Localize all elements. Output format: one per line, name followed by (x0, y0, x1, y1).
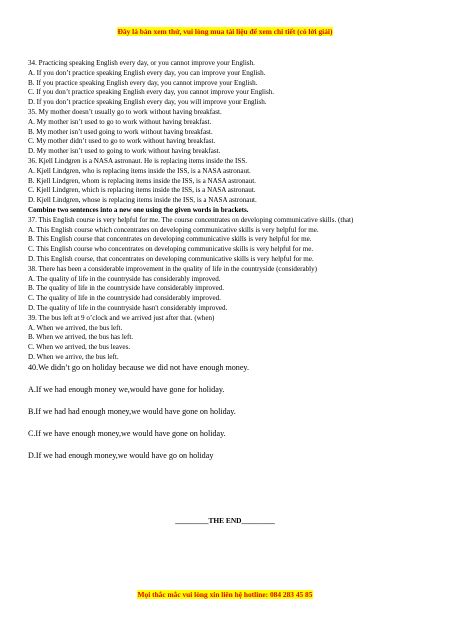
option-a: A. The quality of life in the countryside has considerably improved. (28, 274, 221, 283)
option-b: B. When we arrived, the bus has left. (28, 333, 134, 342)
question-stem: 35. My mother doesn’t usually go to work without having breakfast. (28, 107, 222, 116)
question-stem: 36. Kjell Lindgren is a NASA astronaut. He is replacing items inside the ISS. (28, 156, 248, 165)
option-a: A. This English course which concentrates on developing communicative skills is very helpful for me. (28, 225, 319, 234)
section-heading: Combine two sentences into a new one using the given words in brackets. (28, 205, 249, 214)
option-c: C. If you don’t practice speaking English every day, you cannot improve your English. (28, 88, 275, 97)
option-d: D. The quality of life in the countryside hasn't considerably improved. (28, 303, 228, 312)
option-d: D.If we had enough money,we would have go on holiday (28, 450, 214, 460)
option-c: C.If we have enough money,we would have gone on holiday. (28, 428, 226, 438)
option-c: C. Kjell Lindgren, which is replacing items inside the ISS, is a NASA astronaut. (28, 186, 256, 195)
option-a: A. Kjell Lindgren, who is replacing items inside the ISS, is a NASA astronaut. (28, 166, 251, 175)
question-34 (28, 59, 426, 108)
question-39 (28, 314, 426, 363)
question-stem: 37. This English course is very helpful for me. The course concentrates on developing communicative skills. (that) (28, 215, 354, 224)
question-40 (28, 363, 426, 461)
question-38 (28, 265, 426, 314)
option-d: D. When we arrive, the bus left. (28, 352, 119, 361)
hotline-banner (0, 590, 450, 599)
option-a: A. When we arrived, the bus left. (28, 323, 123, 332)
option-d: D. My mother isn’t used to going to work without having breakfast. (28, 147, 221, 156)
preview-notice-banner (0, 27, 450, 36)
the-end-marker: _________THE END_________ (175, 516, 275, 525)
question-stem: 40.We didn’t go on holiday because we did not have enough money. (28, 362, 249, 372)
preview-notice-text: Đây là bản xem thử, vui lòng mua tài liệu để xem chi tiết (có lời giải) (117, 27, 333, 36)
question-stem: 34. Practicing speaking English every day, or you cannot improve your English. (28, 59, 255, 67)
question-36 (28, 157, 426, 206)
question-37 (28, 216, 426, 265)
question-stem: 39. The bus left at 9 o’clock and we arrived just after that. (when) (28, 313, 215, 322)
option-a: A.If we had enough money we,would have gone for holiday. (28, 384, 225, 394)
option-b: B. My mother isn’t used going to work without having breakfast. (28, 127, 213, 136)
option-b: B.If we had had enough money,we would have gone on holiday. (28, 406, 236, 416)
option-b: B. The quality of life in the countryside have considerably improved. (28, 284, 225, 293)
document-body (28, 59, 426, 461)
option-c: C. When we arrived, the bus leaves. (28, 343, 131, 352)
hotline-text: Mọi thắc mắc vui lòng xin liên hệ hotline: 084 283 45 85 (137, 590, 313, 599)
option-b: B. This English course that concentrates on developing communicative skills is very helpful for me. (28, 235, 312, 244)
option-d: D. If you don’t practice speaking English every day, you will improve your English. (28, 98, 267, 107)
option-c: C. My mother didn’t used to go to work without having breakfast. (28, 137, 216, 146)
option-a: A. If you don’t practice speaking English every day, you can improve your English. (28, 68, 266, 77)
option-d: D. This English course, that concentrates on developing communicative skills is very helpful for me. (28, 254, 314, 263)
option-a: A. My mother isn’t used to go to work without having breakfast. (28, 117, 212, 126)
option-c: C. This English course who concentrates on developing communicative skills is very helpful for me. (28, 245, 314, 254)
question-35 (28, 108, 426, 157)
question-stem: 38. There has been a considerable improvement in the quality of life in the countryside (considerably) (28, 264, 318, 273)
option-b: B. If you practice speaking English every day, you cannot improve your English. (28, 78, 258, 87)
option-d: D. Kjell Lindgren, whose is replacing items inside the ISS, is a NASA astronaut. (28, 196, 257, 205)
option-c: C. The quality of life in the countryside had considerably improved. (28, 294, 221, 303)
option-b: B. Kjell Lindgren, whom is replacing items inside the ISS, is a NASA astronaut. (28, 176, 256, 185)
